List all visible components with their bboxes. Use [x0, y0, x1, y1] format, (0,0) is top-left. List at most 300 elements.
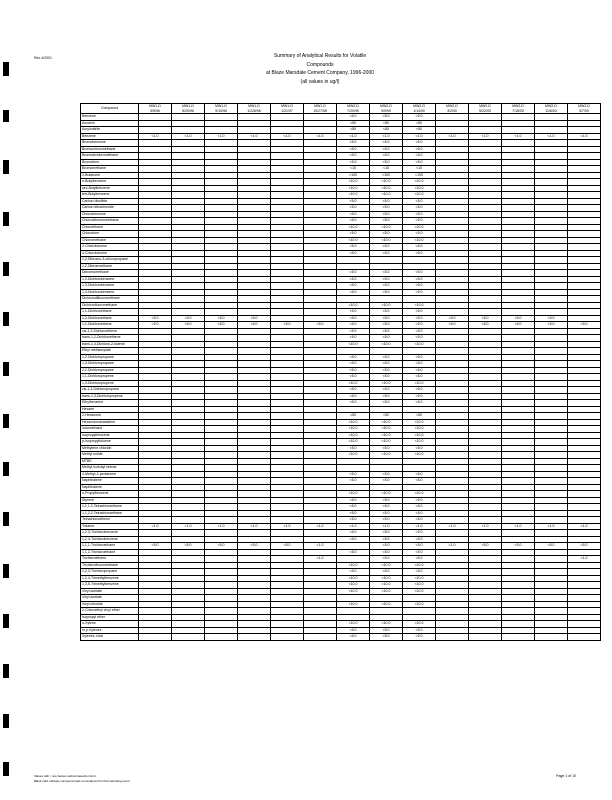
result-cell: <5.0 — [337, 244, 370, 251]
sample-date: 10/27/98 — [313, 108, 327, 113]
result-cell: <50 — [370, 413, 403, 420]
result-cell: <10.0 — [337, 192, 370, 199]
compound-name: tert-Butylbenzene — [81, 192, 139, 199]
result-cell: <10.0 — [370, 562, 403, 569]
result-cell: <10.0 — [403, 341, 436, 348]
binder-hole — [3, 212, 9, 226]
result-cell: <5.0 — [370, 400, 403, 407]
well-id: MW1-D — [314, 104, 326, 108]
result-cell: <10.0 — [370, 491, 403, 498]
title-line-3: at Blaze Marsdale Cement Company, 1996-2000 — [265, 70, 375, 77]
result-cell: <10.0 — [403, 192, 436, 199]
sample-date: 9/9/99 — [381, 108, 391, 113]
sample-date: 7/18/00 — [512, 108, 524, 113]
result-cell: <10.0 — [403, 452, 436, 459]
result-cell: <5.0 — [370, 367, 403, 374]
result-cell: <5.0 — [337, 374, 370, 381]
result-cell: <10.0 — [370, 432, 403, 439]
result-cell: <50 — [403, 127, 436, 134]
well-header — [535, 104, 568, 114]
result-cell: <5.0 — [370, 322, 403, 329]
result-cell: <5.0 — [403, 270, 436, 277]
result-cell: <5.0 — [370, 393, 403, 400]
result-cell: <5.0 — [403, 218, 436, 225]
compound-name: Carbon tetrachloride — [81, 205, 139, 212]
result-cell: <10.0 — [403, 179, 436, 186]
result-cell: <5.0 — [337, 634, 370, 641]
result-cell: <5.0 — [403, 361, 436, 368]
compound-name: Vinyl acetate — [81, 588, 139, 595]
well-id: MW2-D — [413, 104, 425, 108]
compound-name: 1,2,4-Trichlorobenzene — [81, 536, 139, 543]
compound-name: 1,1,1-Trichloroethane — [81, 543, 139, 550]
compound-name: Chloroethane — [81, 224, 139, 231]
result-cell: <5.0 — [370, 244, 403, 251]
result-cell: <10.0 — [370, 419, 403, 426]
result-cell: <1.0 — [568, 523, 601, 530]
compound-name: 1,2,4-Trimethylbenzene — [81, 575, 139, 582]
result-cell: <5.0 — [403, 283, 436, 290]
result-cell: <5.0 — [370, 361, 403, 368]
result-cell: <5.0 — [172, 315, 205, 322]
result-cell: <10.0 — [370, 601, 403, 608]
result-cell: <5.0 — [403, 517, 436, 524]
result-cell: <5.0 — [337, 153, 370, 160]
well-id: MW2-D — [479, 104, 491, 108]
compound-name: Methylene chloride — [81, 445, 139, 452]
result-cell: <10.0 — [403, 380, 436, 387]
result-cell: <5.0 — [502, 315, 535, 322]
result-cell: <5.0 — [403, 244, 436, 251]
result-cell: <5.0 — [139, 315, 172, 322]
result-cell: <5.0 — [370, 517, 403, 524]
result-cell: <5.0 — [370, 153, 403, 160]
result-cell: <1.0 — [370, 133, 403, 140]
result-cell: <5.0 — [370, 471, 403, 478]
result-cell: <5.0 — [370, 211, 403, 218]
result-cell: <5.0 — [370, 328, 403, 335]
result-cell: <5.0 — [337, 517, 370, 524]
compound-name: Chloroform — [81, 231, 139, 238]
well-header — [436, 104, 469, 114]
result-cell: <10.0 — [370, 582, 403, 589]
result-cell: <1.0 — [502, 523, 535, 530]
compound-name: cis-1,2-Dichloroethene — [81, 328, 139, 335]
result-cell: <50 — [403, 120, 436, 127]
footer-notes — [34, 774, 130, 784]
compound-name: 4-Methyl-2-pentanone — [81, 471, 139, 478]
result-cell: <5.0 — [370, 556, 403, 563]
compound-name: 1,2,3-Trichloropropane — [81, 569, 139, 576]
result-cell: <10.0 — [403, 419, 436, 426]
binder-hole — [3, 714, 9, 728]
well-header — [370, 104, 403, 114]
result-cell: <10.0 — [403, 224, 436, 231]
result-cell: <10.0 — [337, 621, 370, 628]
well-id: MW2-D — [512, 104, 524, 108]
result-cell: <5.0 — [370, 114, 403, 121]
binder-hole — [3, 62, 9, 76]
result-cell: <1.0 — [238, 523, 271, 530]
result-cell — [205, 634, 238, 641]
result-cell: <10.0 — [337, 185, 370, 192]
result-cell: <10.0 — [403, 621, 436, 628]
result-cell: <5.0 — [403, 159, 436, 166]
compound-name: Bromomethane — [81, 166, 139, 173]
result-cell: <5.0 — [403, 549, 436, 556]
result-cell: <10.0 — [403, 575, 436, 582]
well-header — [502, 104, 535, 114]
binder-hole — [3, 664, 9, 678]
compound-header: Compound — [81, 104, 139, 114]
result-cell: <5.0 — [271, 543, 304, 550]
result-cell: <1.0 — [139, 133, 172, 140]
result-cell: <1.0 — [304, 556, 337, 563]
compound-name: Trichloroethene — [81, 556, 139, 563]
footer-note: Blank cells indicate compound was not analyzed for that sampling event — [34, 779, 130, 783]
result-cell: <5.0 — [403, 497, 436, 504]
compound-name: 1,1-Dichloropropene — [81, 374, 139, 381]
result-cell: <5.0 — [370, 478, 403, 485]
compound-name: 1,1,2,2-Tetrachloroethane — [81, 510, 139, 517]
result-cell: <5.0 — [403, 627, 436, 634]
result-cell: <5.0 — [337, 361, 370, 368]
result-cell: <5.0 — [403, 140, 436, 147]
compound-name: Naphthalene — [81, 478, 139, 485]
compound-name: Chloromethane — [81, 237, 139, 244]
result-cell: <10.0 — [403, 491, 436, 498]
result-cell: <5.0 — [403, 634, 436, 641]
result-cell: <10.0 — [337, 601, 370, 608]
result-cell: <10.0 — [337, 224, 370, 231]
compound-name: n-Butylbenzene — [81, 179, 139, 186]
result-cell: <5.0 — [337, 205, 370, 212]
well-header — [139, 104, 172, 114]
result-cell — [502, 634, 535, 641]
compound-name: 2-Chloroethyl vinyl ether — [81, 608, 139, 615]
result-cell: <10.0 — [370, 192, 403, 199]
compound-name: Dichlorodifluoromethane — [81, 296, 139, 303]
result-cell: <5.0 — [535, 543, 568, 550]
result-cell: <10.0 — [337, 588, 370, 595]
result-cell: <5.0 — [370, 354, 403, 361]
result-cell: <10.0 — [337, 237, 370, 244]
result-cell: <10.0 — [337, 452, 370, 459]
well-header — [403, 104, 436, 114]
compound-name: 4-Chlorotoluene — [81, 250, 139, 257]
result-cell: <5.0 — [337, 354, 370, 361]
result-cell: <10.0 — [370, 380, 403, 387]
result-cell: <1.0 — [304, 133, 337, 140]
result-cell: <5.0 — [337, 231, 370, 238]
result-cell: <1.0 — [271, 523, 304, 530]
result-cell: <5.0 — [370, 569, 403, 576]
result-cell: <5.0 — [337, 497, 370, 504]
compound-name: cis-1,3-Dichloropropene — [81, 387, 139, 394]
result-cell: <5.0 — [403, 374, 436, 381]
compound-name: Iodomethane — [81, 426, 139, 433]
compound-name: 2-Hexanone — [81, 413, 139, 420]
compound-name: Isopropylbenzene — [81, 432, 139, 439]
result-cell: <5.0 — [337, 289, 370, 296]
result-cell: <5.0 — [436, 315, 469, 322]
result-cell: <5.0 — [403, 478, 436, 485]
result-cell: <5.0 — [403, 471, 436, 478]
result-cell: <10.0 — [337, 491, 370, 498]
well-header — [568, 104, 601, 114]
compound-name: m,p-Xylenes — [81, 627, 139, 634]
footer-note: Values with < are below method detection limit — [34, 774, 96, 778]
result-cell: <5.0 — [337, 478, 370, 485]
result-cell: <5.0 — [337, 328, 370, 335]
sample-date: 1/21/97 — [281, 108, 293, 113]
result-cell: <5.0 — [403, 309, 436, 316]
compound-name: Bromodichloromethane — [81, 153, 139, 160]
table-row — [81, 634, 601, 641]
well-id: MW1-D — [281, 104, 293, 108]
result-cell: <10.0 — [370, 302, 403, 309]
compound-name: 1,3-Dichlorobenzene — [81, 283, 139, 290]
well-header — [205, 104, 238, 114]
compound-name: Bromoform — [81, 159, 139, 166]
result-cell: <5.0 — [337, 270, 370, 277]
result-cell: <1.0 — [172, 523, 205, 530]
result-cell: <10.0 — [403, 237, 436, 244]
result-cell: <10.0 — [403, 582, 436, 589]
result-cell: <5.0 — [139, 322, 172, 329]
result-cell: <10.0 — [370, 179, 403, 186]
result-cell: <5.0 — [370, 270, 403, 277]
binder-hole — [3, 262, 9, 276]
well-header — [271, 104, 304, 114]
result-cell: <10.0 — [337, 582, 370, 589]
result-cell: <50 — [337, 413, 370, 420]
compound-name: trans-1,3-Dichloropropene — [81, 393, 139, 400]
result-cell: <5.0 — [337, 471, 370, 478]
header-row — [81, 104, 601, 114]
binder-hole — [3, 462, 9, 476]
compound-name: Ethyl methacrylate — [81, 348, 139, 355]
compound-name: sec-Butylbenzene — [81, 185, 139, 192]
result-cell: <50 — [370, 127, 403, 134]
well-header — [172, 104, 205, 114]
result-cell: <5.0 — [568, 543, 601, 550]
result-cell: <5.0 — [205, 543, 238, 550]
result-cell: <1.0 — [436, 543, 469, 550]
compound-name: 1,1-Dichloroethene — [81, 322, 139, 329]
results-body — [81, 114, 601, 641]
result-cell: <5.0 — [370, 549, 403, 556]
sample-date: 5/22/00 — [479, 108, 491, 113]
compound-name: 1,2,3-Trichlorobenzene — [81, 530, 139, 537]
result-cell: <10.0 — [370, 237, 403, 244]
result-cell: <5.0 — [337, 400, 370, 407]
result-cell: <5.0 — [370, 634, 403, 641]
result-cell: <5.0 — [403, 569, 436, 576]
result-cell: <5.0 — [337, 549, 370, 556]
result-cell: <5.0 — [205, 322, 238, 329]
binder-hole — [3, 762, 9, 776]
result-cell: <1.0 — [502, 133, 535, 140]
result-cell: <5.0 — [403, 231, 436, 238]
document-id: Rev 4/2001 — [34, 56, 52, 60]
compound-name: Benzene — [81, 114, 139, 121]
result-cell: <5.0 — [337, 283, 370, 290]
binder-hole — [3, 362, 9, 376]
result-cell: <10.0 — [337, 426, 370, 433]
result-cell: <1.0 — [271, 133, 304, 140]
result-cell: <5.0 — [403, 315, 436, 322]
result-cell: <5.0 — [535, 315, 568, 322]
result-cell: <5.0 — [403, 393, 436, 400]
compound-name: 1,2-Dichloroethane — [81, 315, 139, 322]
compound-name: Bromochloromethane — [81, 146, 139, 153]
result-cell: <5.0 — [568, 322, 601, 329]
result-cell: <10.0 — [403, 432, 436, 439]
result-cell: <5.0 — [370, 374, 403, 381]
result-cell: <5.0 — [403, 289, 436, 296]
result-cell: <10.0 — [337, 419, 370, 426]
result-cell: <5.0 — [337, 315, 370, 322]
compound-name: 1,2-Dichloropropane — [81, 354, 139, 361]
result-cell: <5.0 — [337, 627, 370, 634]
result-cell: <1.0 — [568, 556, 601, 563]
result-cell — [436, 634, 469, 641]
result-cell: <10.0 — [403, 439, 436, 446]
compound-name: 1,1-Dichloroethane — [81, 309, 139, 316]
compound-name: 2-Chlorotoluene — [81, 244, 139, 251]
result-cell: <10.0 — [370, 588, 403, 595]
result-cell: <5.0 — [403, 536, 436, 543]
compound-name: 1,2-Dibromo-3-chloropropane — [81, 257, 139, 264]
compound-name: 1,1,2-Trichloroethane — [81, 549, 139, 556]
result-cell: <5.0 — [502, 322, 535, 329]
result-cell: <5.0 — [403, 211, 436, 218]
result-cell: <1.0 — [304, 523, 337, 530]
compound-name: Isopropyl ether — [81, 614, 139, 621]
result-cell: <5.0 — [337, 309, 370, 316]
well-id: MW1-D — [215, 104, 227, 108]
result-cell: <1.0 — [304, 543, 337, 550]
well-id: MW2-D — [380, 104, 392, 108]
well-id: MW2-D — [347, 104, 359, 108]
result-cell: <5.0 — [304, 322, 337, 329]
well-id: MW1-D — [182, 104, 194, 108]
binder-hole — [3, 564, 9, 578]
compound-name: Acrylonitrile — [81, 127, 139, 134]
result-cell: <1.0 — [172, 133, 205, 140]
result-cell: <1.0 — [205, 523, 238, 530]
compound-name: Carbon disulfide — [81, 198, 139, 205]
result-cell: <5.0 — [370, 497, 403, 504]
result-cell: <5.0 — [337, 250, 370, 257]
compound-name: Dibromomethane — [81, 270, 139, 277]
well-header — [337, 104, 370, 114]
result-cell: <5.0 — [337, 159, 370, 166]
result-cell: <5.0 — [370, 530, 403, 537]
compound-name: Styrene — [81, 497, 139, 504]
binder-hole — [3, 160, 9, 174]
result-cell: <100 — [370, 172, 403, 179]
compound-name: Chlorodibromomethane — [81, 218, 139, 225]
result-cell — [304, 634, 337, 641]
result-cell: <5.0 — [370, 231, 403, 238]
result-cell: <5.0 — [337, 530, 370, 537]
result-cell: <5.0 — [370, 627, 403, 634]
result-cell: <1.0 — [436, 133, 469, 140]
binder-hole — [3, 110, 9, 122]
result-cell: <5.0 — [337, 510, 370, 517]
compound-name: Bromobenzene — [81, 140, 139, 147]
result-cell: <5.0 — [403, 322, 436, 329]
result-cell: <5.0 — [370, 543, 403, 550]
result-cell: <5.0 — [337, 367, 370, 374]
compound-name: 1,2-Dibromoethane — [81, 263, 139, 270]
title-line-4: (all values in ug/l) — [300, 79, 340, 86]
compound-name: Tetrachloroethene — [81, 517, 139, 524]
result-cell — [568, 634, 601, 641]
compound-name: o-Xylene — [81, 621, 139, 628]
result-cell: <5.0 — [370, 146, 403, 153]
result-cell: <1.0 — [469, 523, 502, 530]
compound-name: 2,2-Dichloropropane — [81, 367, 139, 374]
compound-name: 1,1,1,2-Tetrachloroethane — [81, 504, 139, 511]
result-cell: <5.0 — [403, 354, 436, 361]
result-cell: <5.0 — [403, 250, 436, 257]
result-cell: <5.0 — [337, 387, 370, 394]
result-cell: <10.0 — [370, 224, 403, 231]
compound-name: Toluene — [81, 523, 139, 530]
result-cell: <10.0 — [370, 341, 403, 348]
result-cell: <5.0 — [370, 159, 403, 166]
result-cell: <10.0 — [370, 452, 403, 459]
compound-name: 1,3-Dichloropropene — [81, 380, 139, 387]
result-cell: <50 — [403, 413, 436, 420]
result-cell: <10.0 — [337, 302, 370, 309]
result-cell: <5.0 — [337, 211, 370, 218]
result-cell: <5.0 — [403, 114, 436, 121]
result-cell: <5.0 — [403, 504, 436, 511]
result-cell: <5.0 — [403, 328, 436, 335]
compound-name: p-Isopropyltoluene — [81, 439, 139, 446]
compound-name: Hexachlorobutadiene — [81, 419, 139, 426]
result-cell: <1.0 — [535, 133, 568, 140]
result-cell: <5.0 — [403, 146, 436, 153]
well-id: MW2-D — [578, 104, 590, 108]
result-cell: <10.0 — [337, 179, 370, 186]
well-id: MW2-D — [446, 104, 458, 108]
binder-hole — [3, 312, 9, 326]
result-cell: <1.0 — [568, 133, 601, 140]
binder-hole — [3, 512, 9, 526]
results-table — [80, 103, 601, 641]
compound-name: MTBE — [81, 458, 139, 465]
compound-name: 1,4-Dichlorobenzene — [81, 289, 139, 296]
result-cell: <5.0 — [370, 140, 403, 147]
result-cell: <10.0 — [370, 621, 403, 628]
result-cell: <5.0 — [172, 543, 205, 550]
result-cell: <5.0 — [403, 335, 436, 342]
compound-name: Chlorobenzene — [81, 211, 139, 218]
result-cell: <5.0 — [337, 140, 370, 147]
result-cell — [469, 634, 502, 641]
result-cell: <5.0 — [337, 322, 370, 329]
compound-name: Acrolein — [81, 120, 139, 127]
result-cell: <1.0 — [535, 523, 568, 530]
result-cell: <5.0 — [370, 250, 403, 257]
result-cell: <5.0 — [370, 283, 403, 290]
result-cell: <5.0 — [337, 393, 370, 400]
